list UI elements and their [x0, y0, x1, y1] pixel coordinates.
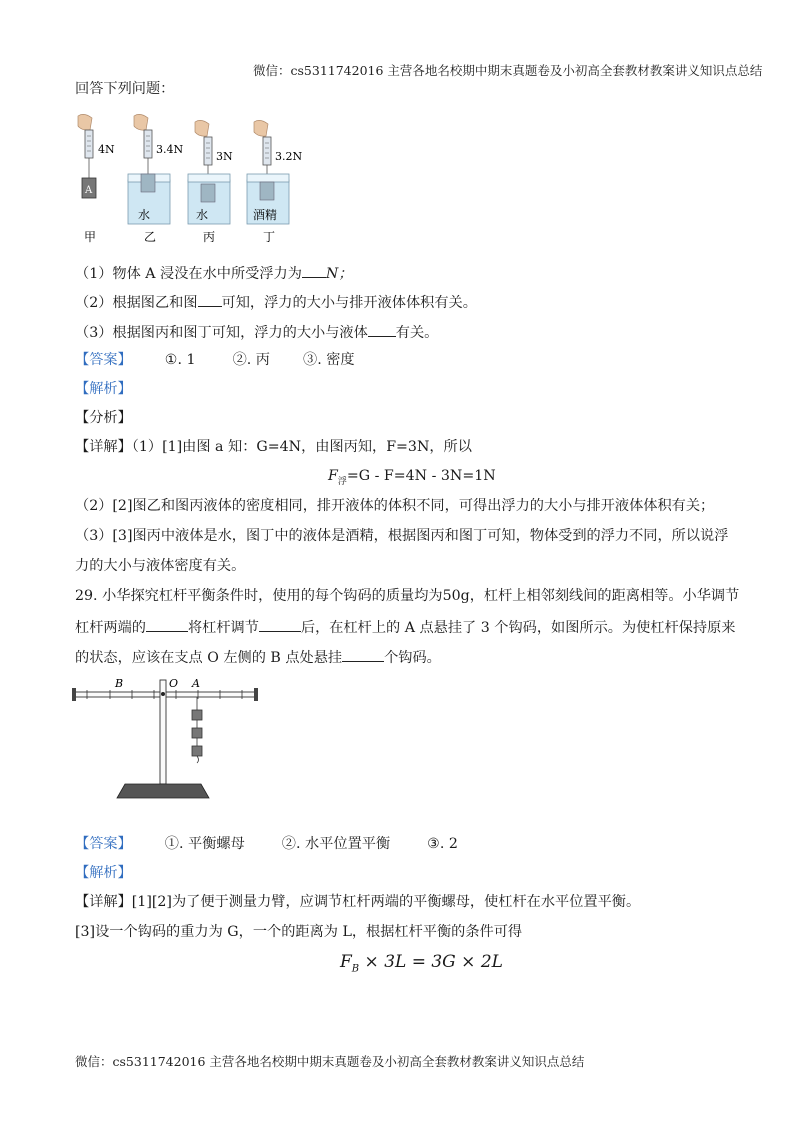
q28-formula: $F_浮=G - F=4N - 3N=1N$ — [328, 468, 496, 487]
balance-nut-left — [72, 688, 76, 701]
answer-tag: 【答案】 — [75, 836, 132, 852]
reading-ding: 3.2N — [275, 150, 303, 163]
beaker-bing — [188, 174, 230, 224]
q28-part2: （2）根据图乙和图 可知，浮力的大小与排开液体体积有关。 — [75, 292, 477, 312]
lever-base — [117, 784, 209, 798]
q28-detail-3a: （3）[3]图丙中液体是水，图丁中的液体是酒精，根据图丙和图丁可知，物体受到的浮力不同，所以说浮 — [75, 528, 729, 544]
page-header: 微信：cs5311742016 主营各地名校期中期末真题卷及小初高全套教材教案讲义知识点总结 — [253, 63, 763, 78]
q28-part1: （1）物体 A 浸没在水中所受浮力为 N； — [75, 263, 353, 283]
liquid-label-yi: 水 — [138, 208, 151, 222]
point-b-label: B — [115, 677, 124, 690]
reading-yi: 3.4N — [156, 143, 184, 156]
hand-icon — [78, 114, 92, 130]
q29-line3: 的状态，应该在支点 O 左侧的 B 点处悬挂 个钩码。 — [75, 647, 441, 667]
answer-tag: 【答案】 — [75, 352, 132, 368]
answer-blank — [198, 292, 222, 307]
answer-blank — [368, 322, 396, 337]
caption-bing: 丙 — [203, 230, 216, 244]
hooked-weights — [192, 697, 202, 763]
buoyancy-figure — [70, 110, 310, 245]
q28-detail-2: （2）[2]图乙和图丙液体的密度相同，排开液体的体积不同，可得出浮力的大小与排开液体体积有关； — [75, 498, 715, 514]
point-a-label: A — [192, 677, 200, 690]
lever-figure — [70, 672, 270, 807]
q28-answer: 【答案】 ①. 1 ②. 丙 ③. 密度 — [75, 352, 355, 368]
caption-jia: 甲 — [84, 230, 97, 244]
balance-nut-right — [254, 688, 258, 701]
caption-yi: 乙 — [144, 230, 157, 244]
object-a-label: A — [85, 185, 93, 196]
answer-blank — [259, 617, 301, 632]
caption-ding: 丁 — [263, 230, 276, 244]
pivot-point — [161, 692, 165, 696]
q28-detail-3b: 力的大小与液体密度有关。 — [75, 558, 246, 574]
hand-icon — [254, 120, 268, 136]
answer-blank — [302, 263, 326, 278]
hand-icon — [195, 120, 209, 136]
intro-text: 回答下列问题： — [75, 81, 175, 97]
spring-scale — [204, 137, 212, 165]
spring-scale — [85, 130, 93, 158]
answer-blank — [146, 617, 188, 632]
reading-jia: 4N — [98, 143, 115, 156]
liquid-label-ding: 酒精 — [253, 208, 278, 222]
page-footer: 微信：cs5311742016 主营各地名校期中期末真题卷及小初高全套教材教案讲义知识点总结 — [75, 1054, 585, 1069]
reading-bing: 3N — [216, 150, 233, 163]
analysis-tag: 【解析】 — [75, 865, 132, 881]
q29-line2: 杠杆两端的 将杠杆调节 后，在杠杆上的 A 点悬挂了 3 个钩码，如图所示。为使杠杆保持原来 — [75, 617, 735, 637]
q29-answer: 【答案】 ①. 平衡螺母 ②. 水平位置平衡 ③. 2 — [75, 836, 458, 852]
q28-part3: （3）根据图丙和图丁可知，浮力的大小与液体 有关。 — [75, 322, 438, 342]
q29-detail-1: 【详解】[1][2]为了便于测量力臂，应调节杠杆两端的平衡螺母，使杠杆在水平位置平衡。 — [75, 894, 641, 910]
liquid-label-bing: 水 — [196, 208, 209, 222]
fenxi-tag: 【分析】 — [75, 410, 132, 426]
hand-icon — [134, 114, 148, 130]
analysis-tag: 【解析】 — [75, 381, 132, 397]
spring-scale — [144, 130, 152, 158]
q29-detail-2: [3]设一个钩码的重力为 G，一个的距离为 L，根据杠杆平衡的条件可得 — [75, 924, 523, 940]
answer-blank — [342, 647, 384, 662]
point-o-label: O — [169, 677, 179, 690]
q29-formula: $F_B \times 3L = 3G \times 2L$ — [340, 952, 503, 975]
q28-detail-1: 【详解】（1）[1]由图 a 知：G=4N，由图丙知，F=3N，所以 — [75, 439, 472, 455]
spring-scale — [263, 137, 271, 165]
q29-line1: 29. 小华探究杠杆平衡条件时，使用的每个钩码的质量均为50g，杠杆上相邻刻线间的距离相等。小华调节 — [75, 588, 740, 604]
